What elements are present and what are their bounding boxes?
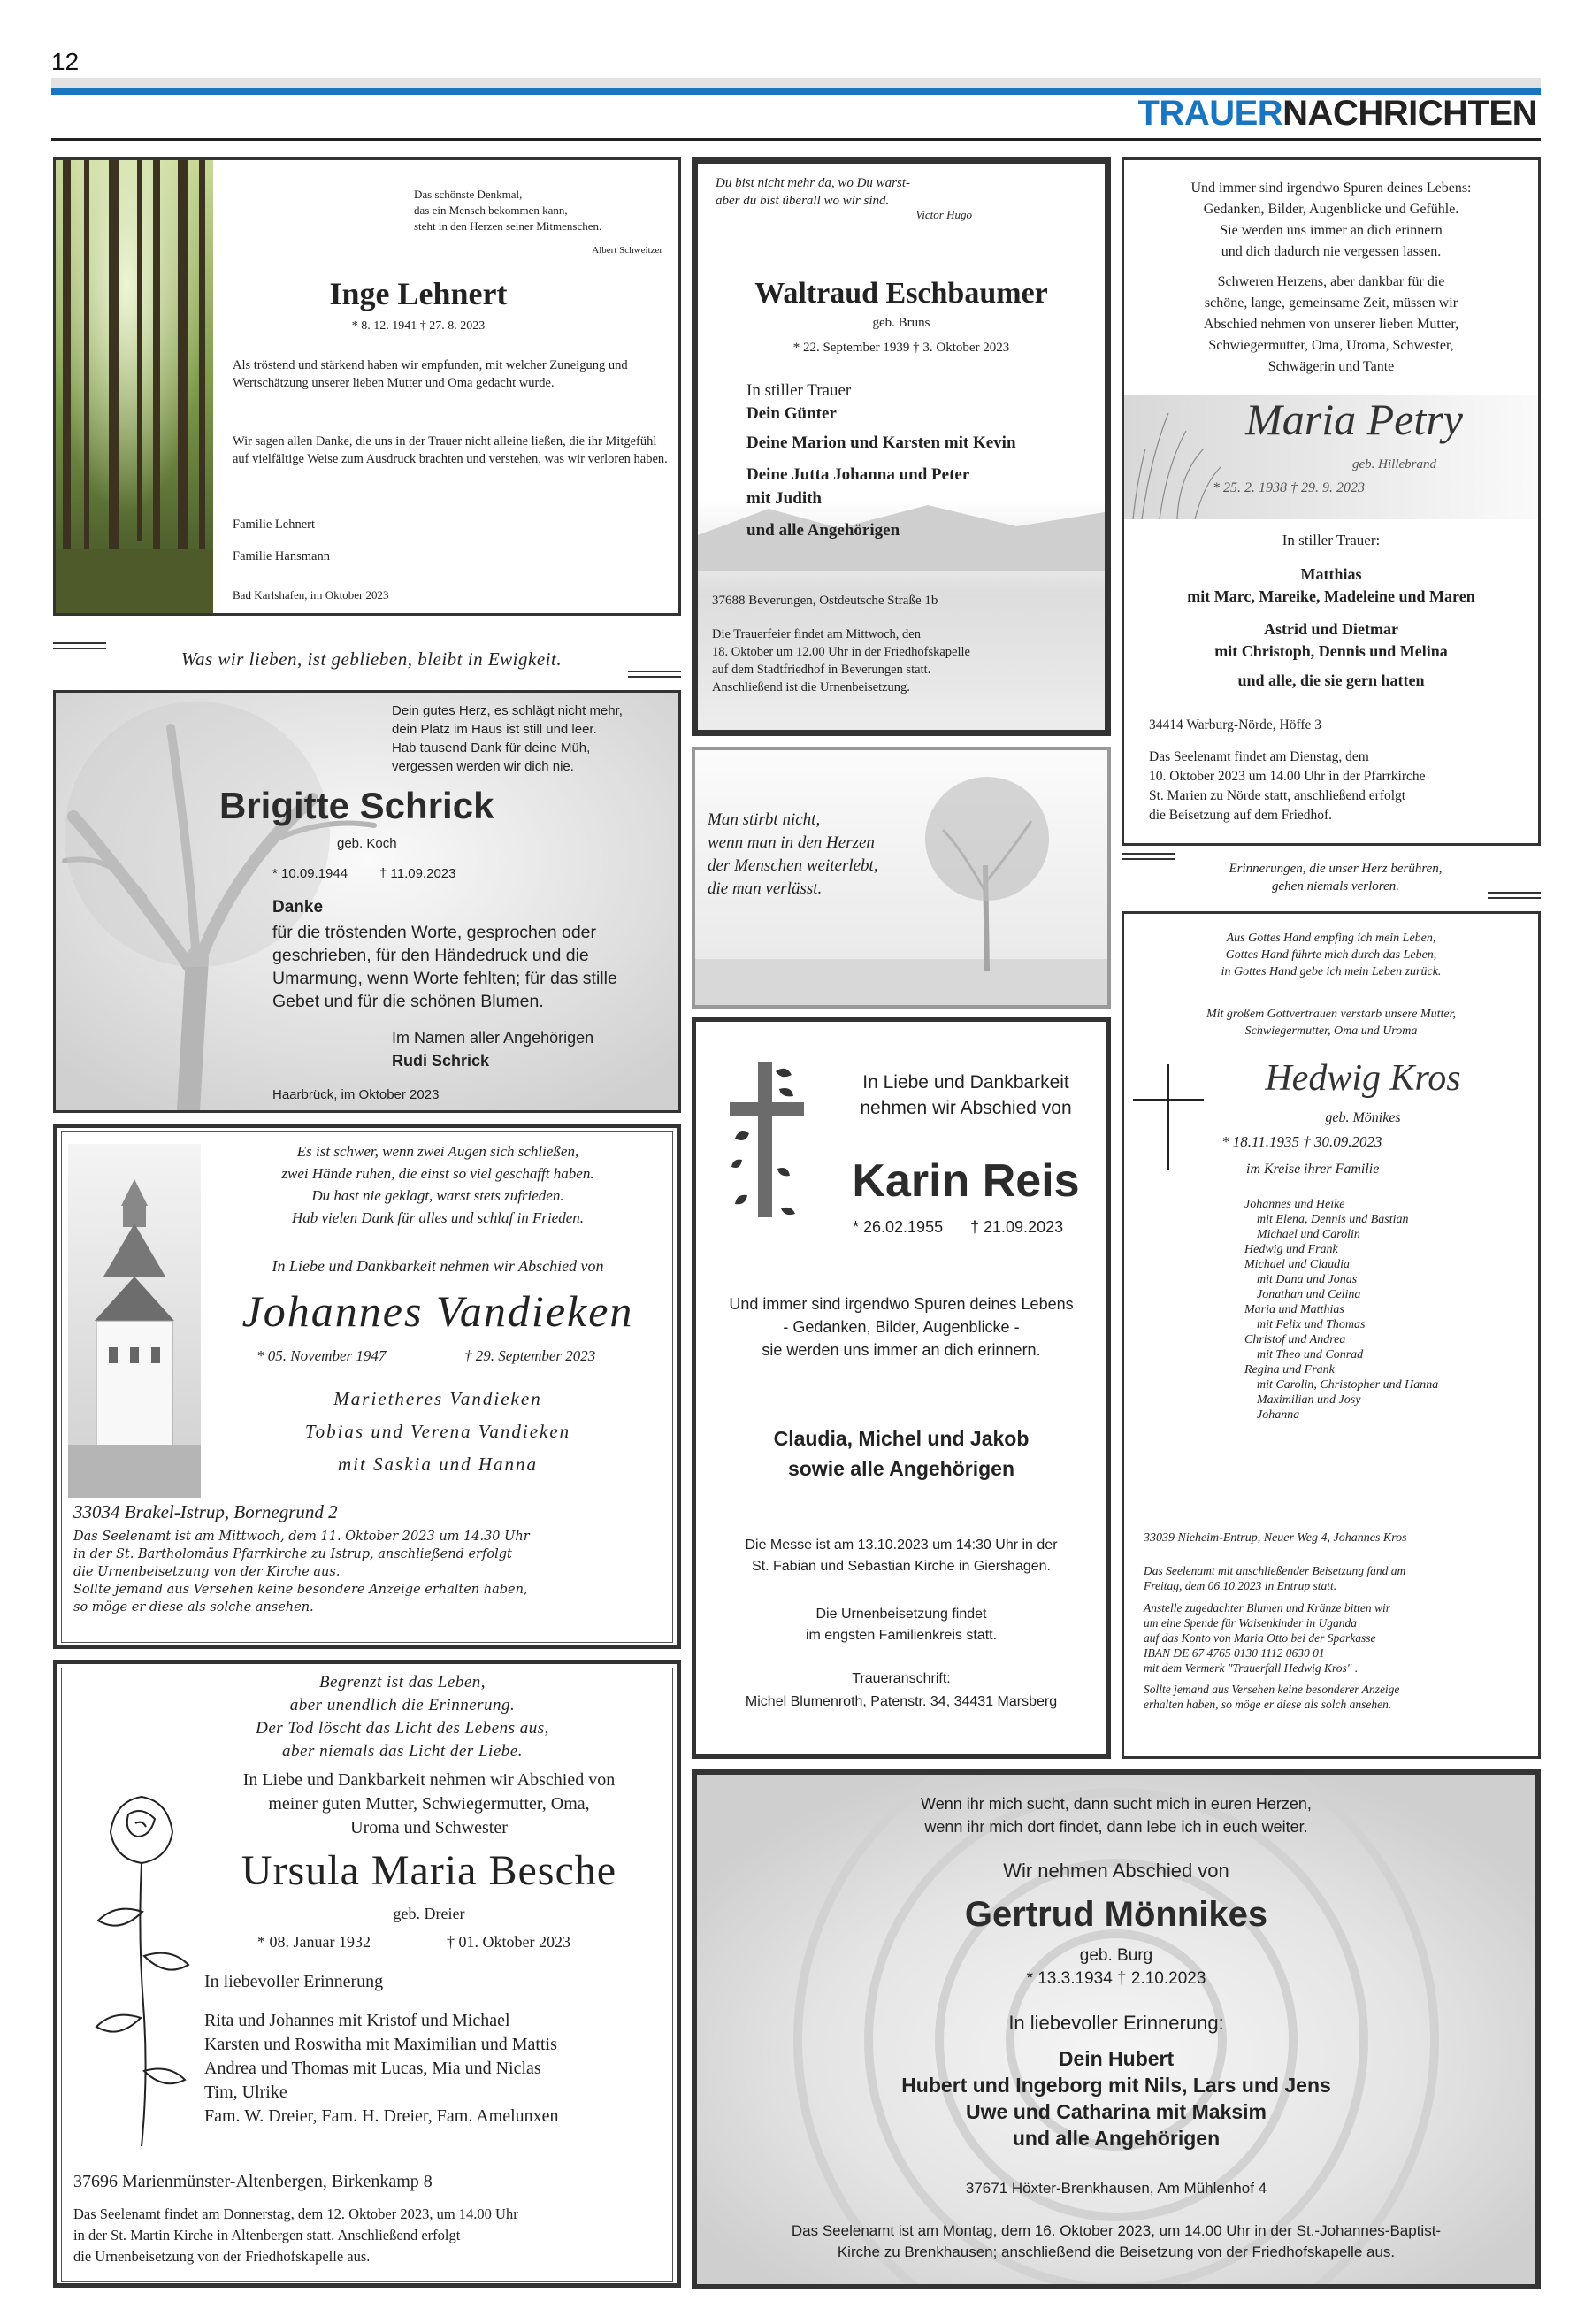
rule	[1488, 892, 1541, 894]
reis-poem: Und immer sind irgendwo Spuren deines Lebens - Gedanken, Bilder, Augenblicke - sie werden uns immer an dich erinnern.	[729, 1295, 1074, 1359]
lehnert-quote-author: Albert Schweitzer	[592, 245, 662, 256]
moennikes-dates: * 13.3.1934 † 2.10.2023	[1026, 1969, 1206, 1988]
rule	[53, 648, 106, 649]
kros-family	[1244, 1242, 1438, 1257]
vandieken-name: Johannes Vandieken	[241, 1286, 634, 1336]
kros-family-children: mit Elena, Dennis und Bastian Michael und Carolin	[1257, 1213, 1409, 1241]
notice-kros	[1122, 911, 1541, 1759]
petry-service: Das Seelenamt findet am Dienstag, dem 10. Oktober 2023 um 14.00 Uhr in der Pfarrkirche St. Marien zu Nörde statt, anschließend erfolgt die Beisetzung auf dem Friedhof.	[1149, 749, 1426, 823]
header-gray-band	[51, 78, 1541, 88]
eschbaumer-f4: und alle Angehörigen	[746, 521, 900, 540]
reis-urn: Die Urnenbeisetzung findet im engsten Familienkreis statt.	[805, 1607, 998, 1643]
notice-fog-quote	[692, 747, 1111, 1009]
kros-motto: Erinnerungen, die unser Herz berühren, gehen niemals verloren.	[1229, 862, 1443, 894]
kros-family	[1244, 1332, 1438, 1362]
cross-ivy-icon	[723, 1054, 820, 1231]
kros-intro: Mit großem Gottvertrauen verstarb unsere Mutter, Schwiegermutter, Oma und Uroma	[1206, 1008, 1457, 1038]
forest-photo	[56, 160, 213, 613]
kros-quote: Aus Gottes Hand empfing ich mein Leben, Gottes Hand führte mich durch das Leben, in Gottes Hand gebe ich mein Leben zurück.	[1221, 932, 1442, 978]
vandieken-address: 33034 Brakel-Istrup, Bornegrund 2	[73, 1501, 338, 1522]
petry-f1: Matthias mit Marc, Mareike, Madeleine und Maren	[1187, 565, 1475, 605]
reis-contact-label: Traueranschrift:	[852, 1671, 951, 1686]
moennikes-family: Dein Hubert Hubert und Ingeborg mit Nils, Lars und Jens Uwe und Catharina mit Maksim und alle Angehörigen	[901, 2047, 1331, 2150]
kros-note: Sollte jemand aus Versehen keine besonderer Anzeige erhalten haben, so möge er diese als solch ansehen.	[1144, 1683, 1400, 1711]
kros-family-parents: Maria und Matthias	[1244, 1303, 1344, 1316]
rule	[53, 642, 106, 644]
notice-lehnert	[53, 157, 681, 616]
eschbaumer-dates: * 22. September 1939 † 3. Oktober 2023	[792, 341, 1010, 355]
kros-family-parents: Christof und Andrea	[1244, 1333, 1346, 1346]
besche-name: Ursula Maria Besche	[241, 1847, 617, 1894]
kros-family-parents: Johannes und Heike	[1244, 1198, 1345, 1211]
rule	[1122, 853, 1175, 855]
kros-born: geb. Mönikes	[1325, 1110, 1401, 1125]
besche-birth: * 08. Januar 1932	[257, 1933, 371, 1951]
vandieken-family: Marietheres Vandieken Tobias und Verena Vandieken mit Saskia und Hanna	[304, 1388, 571, 1475]
besche-born: geb. Dreier	[393, 1905, 465, 1922]
kros-family-parents: Michael und Claudia	[1244, 1258, 1350, 1271]
reis-name: Karin Reis	[852, 1155, 1080, 1207]
moennikes-intro: Wir nehmen Abschied von	[1003, 1860, 1229, 1882]
schrick-birth: * 10.09.1944	[272, 866, 348, 881]
schrick-place: Haarbrück, im Oktober 2023	[272, 1087, 440, 1102]
petry-mourning: In stiller Trauer:	[1282, 532, 1381, 548]
eschbaumer-quote: Du bist nicht mehr da, wo Du warst- aber du bist überall wo wir sind.	[716, 176, 911, 208]
moennikes-name: Gertrud Mönnikes	[964, 1895, 1268, 1934]
kros-family-children: mit Felix und Thomas	[1257, 1318, 1366, 1331]
notice-moennikes	[692, 1769, 1541, 2289]
eschbaumer-service: Die Trauerfeier findet am Mittwoch, den 18. Oktober um 12.00 Uhr in der Friedhofskapelle auf dem Stadtfriedhof in Beverungen statt. Anschließend ist die Urnenbeisetzung.	[712, 627, 970, 694]
lehnert-place: Bad Karlshafen, im Oktober 2023	[233, 588, 389, 602]
notice-vandieken	[53, 1124, 681, 1649]
petry-intro: Schweren Herzens, aber dankbar für die schöne, lange, gemeinsame Zeit, müssen wir Abschied nehmen von unserer lieben Mutter, Schwiegermutter, Oma, Uroma, Schwester, Schwägerin und Tante	[1203, 274, 1459, 374]
notice-besche	[53, 1660, 681, 2288]
eschbaumer-address: 37688 Beverungen, Ostdeutsche Straße 1b	[712, 594, 938, 608]
kros-dates: * 18.11.1935 † 30.09.2023	[1221, 1133, 1382, 1150]
lehnert-family1: Familie Lehnert	[233, 518, 316, 532]
moennikes-quote: Wenn ihr mich sucht, dann sucht mich in euren Herzen, wenn ihr mich dort findet, dann lebe ich in euch weiter.	[921, 1795, 1312, 1836]
section-title-part1: TRAUER	[1137, 94, 1283, 133]
besche-family: Rita und Johannes mit Kristof und Michael Karsten und Roswitha mit Maximilian und Mattis Andrea und Thomas mit Lucas, Mia und Niclas Tim, Ulrike Fam. W. Dreier, Fam. H. Dreier, Fam. Amelunxen	[204, 2011, 559, 2126]
eschbaumer-f2: Deine Marion und Karsten mit Kevin	[746, 433, 1016, 452]
schrick-thanks: für die tröstenden Worte, gesprochen oder geschrieben, für den Händedruck und die Umarmung, wenn Worte fehlten; für das stille Gebet und für die schönen Blumen.	[272, 923, 617, 1011]
vandieken-poem: Es ist schwer, wenn zwei Augen sich schließen, zwei Hände ruhen, die einst so viel geschafft haben. Du hast nie geklagt, warst stets zufrieden. Hab vielen Dank für alles und schlaf in Frieden.	[281, 1143, 594, 1226]
kros-family	[1244, 1197, 1438, 1242]
kros-family-list	[1244, 1197, 1438, 1423]
schrick-name: Brigitte Schrick	[219, 785, 494, 826]
vandieken-service: Das Seelenamt ist am Mittwoch, dem 11. Oktober 2023 um 14.30 Uhr in der St. Bartholomäus Pfarrkirche zu Istrup, anschließend erfolgt die Urnenbeisetzung von der Kirche aus. Sollte jemand aus Versehen keine besondere Anzeige erhalten haben, so möge er diese als solche ansehen.	[73, 1530, 530, 1615]
kros-family-children: mit Theo und Conrad	[1257, 1348, 1364, 1361]
notice-eschbaumer	[692, 157, 1111, 736]
kros-family	[1244, 1302, 1438, 1332]
eschbaumer-name: Waltraud Eschbaumer	[754, 277, 1048, 310]
lehnert-para2: Wir sagen allen Danke, die uns in der Trauer nicht alleine ließen, die ihr Mitgefühl auf vielfältige Weise zum Ausdruck brachten und verstehen, was wir verloren haben.	[233, 434, 668, 466]
kros-family-children: mit Dana und Jonas Jonathan und Celina	[1257, 1273, 1361, 1301]
eschbaumer-mourning: In stiller Trauer	[746, 381, 852, 400]
lehnert-quote: Das schönste Denkmal, das ein Mensch bekommen kann, steht in den Herzen seiner Mitmenschen.	[414, 188, 602, 233]
kros-family	[1244, 1257, 1438, 1302]
lehnert-para1: Als tröstend und stärkend haben wir empfunden, mit welcher Zuneigung und Wertschätzung unserer lieben Mutter und Oma gedacht wurde.	[233, 358, 628, 390]
moennikes-service: Das Seelenamt ist am Montag, dem 16. Oktober 2023, um 14.00 Uhr in der St.-Johannes-Baptist- Kirche zu Brenkhausen; anschließend die Beisetzung von der Friedhofskapelle aus.	[791, 2222, 1442, 2260]
schrick-death: † 11.09.2023	[379, 866, 456, 881]
eschbaumer-f1: Dein Günter	[746, 404, 837, 423]
kros-circle: im Kreise ihrer Familie	[1246, 1162, 1380, 1177]
besche-death: † 01. Oktober 2023	[447, 1933, 570, 1951]
fog-quote: Man stirbt nicht, wenn man in den Herzen der Menschen weiterlebt, die man verlässt.	[708, 810, 878, 898]
besche-memory: In liebevoller Erinnerung	[204, 1972, 384, 1991]
moennikes-memory: In liebevoller Erinnerung:	[1008, 2012, 1224, 2034]
petry-name: Maria Petry	[1245, 395, 1463, 444]
reis-birth: * 26.02.1955	[853, 1218, 944, 1236]
petry-f3: und alle, die sie gern hatten	[1237, 671, 1425, 689]
reis-service: Die Messe ist am 13.10.2023 um 14:30 Uhr in der St. Fabian und Sebastian Kirche in Giershagen.	[745, 1538, 1058, 1574]
reis-family: Claudia, Michel und Jakob sowie alle Angehörigen	[773, 1427, 1030, 1480]
vandieken-death: † 29. September 2023	[464, 1347, 596, 1364]
rose-drawing	[84, 1779, 199, 2151]
rule	[1488, 897, 1541, 899]
petry-dates: * 25. 2. 1938 † 29. 9. 2023	[1213, 480, 1365, 495]
rule	[628, 676, 681, 678]
moennikes-address: 37671 Höxter-Brenkhausen, Am Mühlenhof 4	[965, 2180, 1267, 2197]
schrick-poem: Dein gutes Herz, es schlägt nicht mehr, dein Platz im Haus ist still und leer. Hab tausend Dank für deine Müh, vergessen werden wir dich nie.	[392, 703, 623, 774]
church-photo	[68, 1144, 201, 1498]
kros-family-parents: Regina und Frank	[1244, 1363, 1335, 1377]
kros-name: Hedwig Kros	[1265, 1058, 1461, 1099]
kros-address: 33039 Nieheim-Entrup, Neuer Weg 4, Johannes Kros	[1144, 1531, 1407, 1545]
kros-family-parents: Hedwig und Frank	[1244, 1243, 1338, 1256]
besche-intro: In Liebe und Dankbarkeit nehmen wir Abschied von meiner guten Mutter, Schwiegermutter, Oma, Uroma und Schwester	[242, 1770, 616, 1837]
notice-reis	[692, 1017, 1111, 1759]
kros-family	[1244, 1362, 1438, 1423]
kros-service: Das Seelenamt mit anschließender Beisetzung fand am Freitag, dem 06.10.2023 in Entrup statt.	[1144, 1564, 1406, 1592]
notice-petry	[1122, 157, 1541, 846]
kros-family-children: mit Carolin, Christopher und Hanna Maximilian und Josy Johanna	[1257, 1378, 1439, 1422]
eschbaumer-f3: Deine Jutta Johanna und Peter mit Judith	[746, 465, 970, 508]
rule	[628, 671, 681, 672]
cross-icon	[1133, 1064, 1204, 1170]
schrick-thanks-title: Danke	[272, 898, 324, 917]
header-bottom-rule	[51, 138, 1541, 141]
section-title	[1138, 94, 1538, 134]
eschbaumer-quote-author: Victor Hugo	[915, 208, 972, 221]
page-number: 12	[51, 48, 80, 75]
besche-address: 37696 Marienmünster-Altenbergen, Birkenkamp 8	[73, 2172, 433, 2191]
reis-intro: In Liebe und Dankbarkeit nehmen wir Abschied von	[860, 1072, 1072, 1118]
besche-service: Das Seelenamt findet am Donnerstag, dem 12. Oktober 2023, um 14.00 Uhr in der St. Martin Kirche in Altenbergen statt. Anschließend erfolgt die Urnenbeisetzung von der Friedhofskapelle aus.	[73, 2205, 518, 2265]
petry-address: 34414 Warburg-Nörde, Höffe 3	[1149, 717, 1322, 732]
schrick-signer: Rudi Schrick	[392, 1052, 490, 1070]
lehnert-motto: Was wir lieben, ist geblieben, bleibt in Ewigkeit.	[180, 648, 563, 670]
petry-born: geb. Hillebrand	[1352, 457, 1436, 472]
moennikes-born: geb. Burg	[1079, 1946, 1153, 1965]
kros-donation: Anstelle zugedachter Blumen und Kränze bitten wir um eine Spende für Waisenkinder in Uganda auf das Konto von Maria Otto bei der Sparkasse IBAN DE 67 4765 0130 1112 0630 01 mit dem Vermerk "Trauerfall Hedwig Kros" .	[1144, 1601, 1390, 1675]
eschbaumer-born: geb. Bruns	[872, 316, 930, 330]
petry-f2: Astrid und Dietmar mit Christoph, Dennis und Melina	[1214, 620, 1448, 660]
lehnert-dates: * 8. 12. 1941 † 27. 8. 2023	[351, 319, 486, 333]
notice-schrick	[53, 690, 681, 1113]
lehnert-name: Inge Lehnert	[329, 276, 508, 311]
besche-poem: Begrenzt ist das Leben, aber unendlich die Erinnerung. Der Tod löscht das Licht des Lebens aus, aber niemals das Licht der Liebe.	[256, 1673, 549, 1760]
vandieken-intro: In Liebe und Dankbarkeit nehmen wir Abschied von	[272, 1257, 604, 1275]
schrick-born: geb. Koch	[337, 836, 397, 851]
vandieken-birth: * 05. November 1947	[256, 1347, 387, 1364]
section-title-part2: NACHRICHTEN	[1282, 94, 1537, 133]
petry-poem: Und immer sind irgendwo Spuren deines Lebens: Gedanken, Bilder, Augenblicke und Gefühle. Sie werden uns immer an dich erinnern und dich dadurch nie vergessen lassen.	[1190, 180, 1472, 259]
reis-contact: Michel Blumenroth, Patenstr. 34, 34431 Marsberg	[745, 1694, 1058, 1709]
schrick-signoff: Im Namen aller Angehörigen	[392, 1029, 594, 1047]
reis-death: † 21.09.2023	[970, 1218, 1064, 1236]
lehnert-family2: Familie Hansmann	[233, 549, 330, 564]
